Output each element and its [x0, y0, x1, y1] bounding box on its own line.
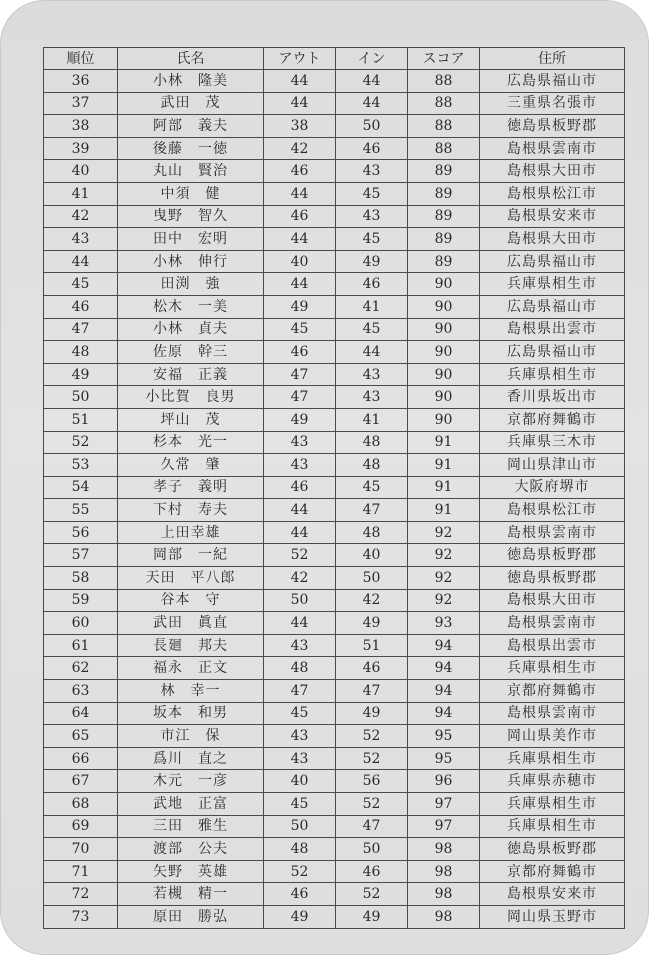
table-row: [44, 228, 625, 251]
out-cell: 45: [264, 793, 336, 816]
table-row: [44, 318, 625, 341]
results-table: [43, 47, 625, 929]
score-cell: 94: [408, 680, 480, 703]
address-cell: 島根県大田市: [480, 228, 625, 251]
name-cell: 渡部 公夫: [118, 838, 264, 861]
in-cell: 40: [336, 544, 408, 567]
rank-cell: 50: [44, 386, 118, 409]
in-cell: 52: [336, 883, 408, 906]
address-cell: 島根県大田市: [480, 160, 625, 183]
rank-cell: 36: [44, 70, 118, 93]
name-cell: 原田 勝弘: [118, 905, 264, 928]
table-row: [44, 860, 625, 883]
name-cell: 武田 茂: [118, 92, 264, 115]
name-cell: 小比賀 良男: [118, 386, 264, 409]
in-cell: 43: [336, 205, 408, 228]
score-cell: 98: [408, 860, 480, 883]
out-cell: 43: [264, 634, 336, 657]
in-cell: 48: [336, 521, 408, 544]
rank-cell: 38: [44, 115, 118, 138]
address-cell: 兵庫県相生市: [480, 815, 625, 838]
name-cell: 田中 宏明: [118, 228, 264, 251]
name-cell: 武田 眞直: [118, 612, 264, 635]
table-row: [44, 250, 625, 273]
table-row: [44, 883, 625, 906]
score-cell: 90: [408, 386, 480, 409]
header-row: [44, 48, 625, 70]
name-cell: 孝子 義明: [118, 476, 264, 499]
score-cell: 89: [408, 160, 480, 183]
in-cell: 48: [336, 454, 408, 477]
rank-cell: 72: [44, 883, 118, 906]
address-cell: 徳島県板野郡: [480, 567, 625, 590]
score-cell: 88: [408, 70, 480, 93]
name-cell: 上田幸雄: [118, 521, 264, 544]
table-row: [44, 815, 625, 838]
out-cell: 42: [264, 137, 336, 160]
in-cell: 41: [336, 408, 408, 431]
table-row: [44, 589, 625, 612]
in-cell: 52: [336, 793, 408, 816]
in-cell: 49: [336, 612, 408, 635]
name-cell: 福永 正文: [118, 657, 264, 680]
rank-cell: 66: [44, 747, 118, 770]
in-cell: 48: [336, 431, 408, 454]
rank-cell: 54: [44, 476, 118, 499]
in-cell: 43: [336, 160, 408, 183]
rank-cell: 61: [44, 634, 118, 657]
out-cell: 47: [264, 386, 336, 409]
table-row: [44, 431, 625, 454]
address-cell: 京都府舞鶴市: [480, 860, 625, 883]
table-row: [44, 341, 625, 364]
out-cell: 46: [264, 205, 336, 228]
address-cell: 兵庫県相生市: [480, 747, 625, 770]
score-cell: 90: [408, 273, 480, 296]
table-row: [44, 567, 625, 590]
table-row: [44, 115, 625, 138]
header-out: アウト: [264, 48, 336, 70]
in-cell: 44: [336, 341, 408, 364]
score-cell: 92: [408, 544, 480, 567]
address-cell: 兵庫県相生市: [480, 657, 625, 680]
rank-cell: 70: [44, 838, 118, 861]
rank-cell: 47: [44, 318, 118, 341]
score-cell: 94: [408, 634, 480, 657]
in-cell: 49: [336, 905, 408, 928]
address-cell: 広島県福山市: [480, 70, 625, 93]
in-cell: 52: [336, 725, 408, 748]
rank-cell: 43: [44, 228, 118, 251]
address-cell: 大阪府堺市: [480, 476, 625, 499]
name-cell: 三田 雅生: [118, 815, 264, 838]
name-cell: 後藤 一徳: [118, 137, 264, 160]
rank-cell: 59: [44, 589, 118, 612]
address-cell: 島根県雲南市: [480, 521, 625, 544]
name-cell: 田渕 強: [118, 273, 264, 296]
address-cell: 島根県出雲市: [480, 318, 625, 341]
score-cell: 96: [408, 770, 480, 793]
address-cell: 岡山県美作市: [480, 725, 625, 748]
out-cell: 52: [264, 860, 336, 883]
out-cell: 46: [264, 160, 336, 183]
out-cell: 42: [264, 567, 336, 590]
score-cell: 98: [408, 883, 480, 906]
in-cell: 46: [336, 273, 408, 296]
out-cell: 52: [264, 544, 336, 567]
name-cell: 中須 健: [118, 182, 264, 205]
table-row: [44, 725, 625, 748]
table-row: [44, 160, 625, 183]
address-cell: 島根県松江市: [480, 499, 625, 522]
in-cell: 56: [336, 770, 408, 793]
in-cell: 49: [336, 250, 408, 273]
address-cell: 島根県安来市: [480, 205, 625, 228]
out-cell: 40: [264, 770, 336, 793]
out-cell: 44: [264, 499, 336, 522]
rank-cell: 53: [44, 454, 118, 477]
in-cell: 52: [336, 747, 408, 770]
rank-cell: 44: [44, 250, 118, 273]
header-in: イン: [336, 48, 408, 70]
out-cell: 46: [264, 341, 336, 364]
name-cell: 矢野 英雄: [118, 860, 264, 883]
address-cell: 兵庫県相生市: [480, 793, 625, 816]
rank-cell: 73: [44, 905, 118, 928]
rank-cell: 64: [44, 702, 118, 725]
name-cell: 坪山 茂: [118, 408, 264, 431]
table-row: [44, 793, 625, 816]
address-cell: 島根県大田市: [480, 589, 625, 612]
rank-cell: 40: [44, 160, 118, 183]
out-cell: 46: [264, 476, 336, 499]
in-cell: 50: [336, 567, 408, 590]
score-cell: 91: [408, 454, 480, 477]
table-row: [44, 137, 625, 160]
rank-cell: 52: [44, 431, 118, 454]
in-cell: 46: [336, 860, 408, 883]
name-cell: 丸山 賢治: [118, 160, 264, 183]
table-row: [44, 408, 625, 431]
out-cell: 49: [264, 408, 336, 431]
out-cell: 38: [264, 115, 336, 138]
header-address: 住所: [480, 48, 625, 70]
out-cell: 44: [264, 70, 336, 93]
in-cell: 50: [336, 115, 408, 138]
name-cell: 武地 正富: [118, 793, 264, 816]
name-cell: 岡部 一紀: [118, 544, 264, 567]
score-cell: 90: [408, 295, 480, 318]
in-cell: 47: [336, 815, 408, 838]
name-cell: 谷本 守: [118, 589, 264, 612]
score-cell: 92: [408, 521, 480, 544]
rank-cell: 62: [44, 657, 118, 680]
rank-cell: 60: [44, 612, 118, 635]
out-cell: 45: [264, 318, 336, 341]
rank-cell: 71: [44, 860, 118, 883]
score-cell: 91: [408, 476, 480, 499]
out-cell: 46: [264, 883, 336, 906]
score-cell: 89: [408, 228, 480, 251]
address-cell: 香川県坂出市: [480, 386, 625, 409]
name-cell: 市江 保: [118, 725, 264, 748]
address-cell: 徳島県板野郡: [480, 115, 625, 138]
rank-cell: 58: [44, 567, 118, 590]
score-cell: 90: [408, 408, 480, 431]
score-cell: 90: [408, 318, 480, 341]
score-cell: 92: [408, 567, 480, 590]
rank-cell: 56: [44, 521, 118, 544]
out-cell: 48: [264, 657, 336, 680]
name-cell: 曳野 智久: [118, 205, 264, 228]
score-cell: 88: [408, 137, 480, 160]
rank-cell: 48: [44, 341, 118, 364]
results-body: [44, 70, 625, 929]
rank-cell: 51: [44, 408, 118, 431]
name-cell: 下村 寿夫: [118, 499, 264, 522]
address-cell: 広島県福山市: [480, 295, 625, 318]
in-cell: 50: [336, 838, 408, 861]
name-cell: 小林 貞夫: [118, 318, 264, 341]
out-cell: 47: [264, 680, 336, 703]
score-cell: 97: [408, 793, 480, 816]
rank-cell: 42: [44, 205, 118, 228]
table-row: [44, 521, 625, 544]
score-cell: 95: [408, 747, 480, 770]
name-cell: 若槻 精一: [118, 883, 264, 906]
score-cell: 98: [408, 905, 480, 928]
out-cell: 43: [264, 747, 336, 770]
out-cell: 43: [264, 454, 336, 477]
in-cell: 44: [336, 92, 408, 115]
rank-cell: 45: [44, 273, 118, 296]
in-cell: 43: [336, 363, 408, 386]
score-cell: 91: [408, 431, 480, 454]
in-cell: 47: [336, 680, 408, 703]
table-row: [44, 747, 625, 770]
rank-cell: 39: [44, 137, 118, 160]
out-cell: 44: [264, 521, 336, 544]
score-cell: 88: [408, 92, 480, 115]
score-cell: 98: [408, 838, 480, 861]
name-cell: 坂本 和男: [118, 702, 264, 725]
in-cell: 45: [336, 318, 408, 341]
name-cell: 佐原 幹三: [118, 341, 264, 364]
in-cell: 46: [336, 137, 408, 160]
address-cell: 島根県雲南市: [480, 137, 625, 160]
in-cell: 45: [336, 476, 408, 499]
name-cell: 久常 肇: [118, 454, 264, 477]
address-cell: 島根県安来市: [480, 883, 625, 906]
table-row: [44, 92, 625, 115]
in-cell: 43: [336, 386, 408, 409]
address-cell: 広島県福山市: [480, 341, 625, 364]
table-row: [44, 770, 625, 793]
table-row: [44, 182, 625, 205]
score-cell: 95: [408, 725, 480, 748]
in-cell: 45: [336, 182, 408, 205]
rank-cell: 46: [44, 295, 118, 318]
table-row: [44, 476, 625, 499]
address-cell: 島根県雲南市: [480, 612, 625, 635]
out-cell: 45: [264, 702, 336, 725]
out-cell: 48: [264, 838, 336, 861]
table-row: [44, 363, 625, 386]
address-cell: 京都府舞鶴市: [480, 680, 625, 703]
rank-cell: 63: [44, 680, 118, 703]
address-cell: 兵庫県三木市: [480, 431, 625, 454]
address-cell: 島根県松江市: [480, 182, 625, 205]
table-row: [44, 386, 625, 409]
out-cell: 50: [264, 589, 336, 612]
table-row: [44, 295, 625, 318]
name-cell: 阿部 義夫: [118, 115, 264, 138]
address-cell: 岡山県津山市: [480, 454, 625, 477]
table-row: [44, 680, 625, 703]
name-cell: 安福 正義: [118, 363, 264, 386]
in-cell: 51: [336, 634, 408, 657]
name-cell: 天田 平八郎: [118, 567, 264, 590]
out-cell: 44: [264, 612, 336, 635]
header-score: スコア: [408, 48, 480, 70]
table-row: [44, 612, 625, 635]
name-cell: 長廻 邦夫: [118, 634, 264, 657]
address-cell: 兵庫県赤穂市: [480, 770, 625, 793]
name-cell: 小林 隆美: [118, 70, 264, 93]
score-cell: 94: [408, 702, 480, 725]
score-cell: 94: [408, 657, 480, 680]
in-cell: 49: [336, 702, 408, 725]
in-cell: 42: [336, 589, 408, 612]
table-row: [44, 634, 625, 657]
rank-cell: 57: [44, 544, 118, 567]
address-cell: 兵庫県相生市: [480, 273, 625, 296]
table-row: [44, 273, 625, 296]
name-cell: 爲川 直之: [118, 747, 264, 770]
table-row: [44, 702, 625, 725]
name-cell: 松木 一美: [118, 295, 264, 318]
out-cell: 44: [264, 273, 336, 296]
out-cell: 44: [264, 92, 336, 115]
out-cell: 44: [264, 182, 336, 205]
table-row: [44, 499, 625, 522]
name-cell: 木元 一彦: [118, 770, 264, 793]
address-cell: 徳島県板野郡: [480, 544, 625, 567]
score-cell: 92: [408, 589, 480, 612]
table-row: [44, 657, 625, 680]
address-cell: 京都府舞鶴市: [480, 408, 625, 431]
out-cell: 43: [264, 431, 336, 454]
score-cell: 93: [408, 612, 480, 635]
address-cell: 島根県出雲市: [480, 634, 625, 657]
table-row: [44, 205, 625, 228]
header-name: 氏名: [118, 48, 264, 70]
table-row: [44, 838, 625, 861]
out-cell: 49: [264, 295, 336, 318]
score-cell: 89: [408, 205, 480, 228]
name-cell: 小林 伸行: [118, 250, 264, 273]
out-cell: 40: [264, 250, 336, 273]
header-rank: 順位: [44, 48, 118, 70]
in-cell: 44: [336, 70, 408, 93]
score-cell: 89: [408, 182, 480, 205]
rank-cell: 49: [44, 363, 118, 386]
score-cell: 97: [408, 815, 480, 838]
in-cell: 47: [336, 499, 408, 522]
address-cell: 徳島県板野郡: [480, 838, 625, 861]
rank-cell: 65: [44, 725, 118, 748]
score-cell: 90: [408, 341, 480, 364]
out-cell: 47: [264, 363, 336, 386]
out-cell: 44: [264, 228, 336, 251]
score-cell: 91: [408, 499, 480, 522]
rank-cell: 55: [44, 499, 118, 522]
table-row: [44, 905, 625, 928]
table-row: [44, 544, 625, 567]
table-row: [44, 454, 625, 477]
in-cell: 45: [336, 228, 408, 251]
rank-cell: 41: [44, 182, 118, 205]
out-cell: 49: [264, 905, 336, 928]
score-cell: 88: [408, 115, 480, 138]
rank-cell: 37: [44, 92, 118, 115]
address-cell: 広島県福山市: [480, 250, 625, 273]
score-cell: 90: [408, 363, 480, 386]
rank-cell: 67: [44, 770, 118, 793]
address-cell: 岡山県玉野市: [480, 905, 625, 928]
name-cell: 林 幸一: [118, 680, 264, 703]
rank-cell: 68: [44, 793, 118, 816]
address-cell: 三重県名張市: [480, 92, 625, 115]
address-cell: 兵庫県相生市: [480, 363, 625, 386]
table-row: [44, 70, 625, 93]
score-cell: 89: [408, 250, 480, 273]
name-cell: 杉本 光一: [118, 431, 264, 454]
out-cell: 50: [264, 815, 336, 838]
in-cell: 41: [336, 295, 408, 318]
address-cell: 島根県雲南市: [480, 702, 625, 725]
out-cell: 43: [264, 725, 336, 748]
in-cell: 46: [336, 657, 408, 680]
rank-cell: 69: [44, 815, 118, 838]
